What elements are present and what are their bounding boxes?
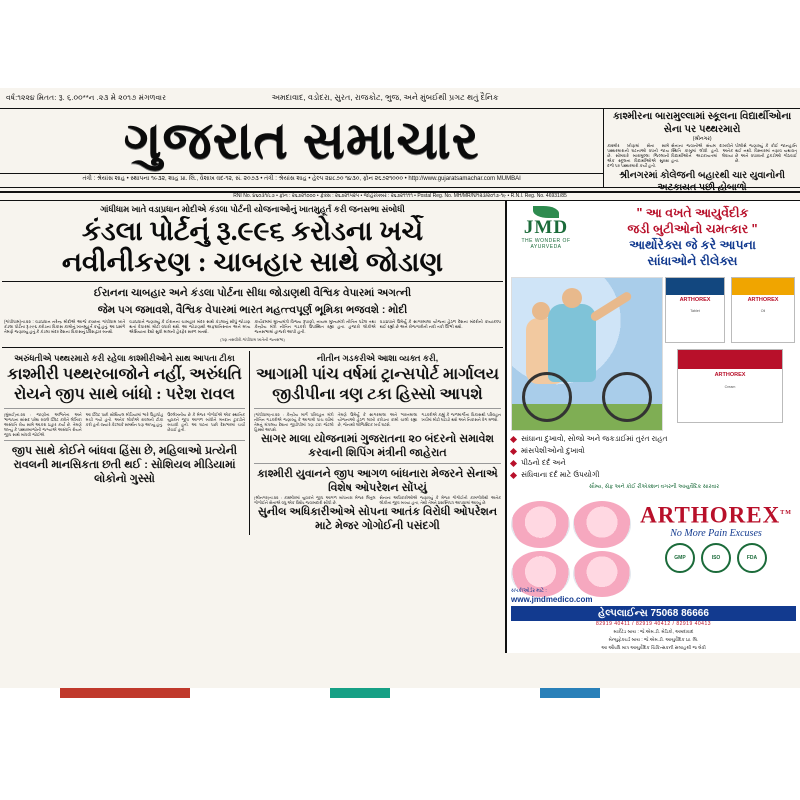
story-left-footer-headline: જીપ સાથે કોઈને બાંધવા હિંસા છે, મહિલાઓ પ્રત્યેની રાવલની માનસિકતા છતી થઈ : સોશિયલ મીડિયામાં લોકોનો ગુસ્સો <box>11 444 238 485</box>
product-cream-name: ARTHOREX <box>714 371 746 378</box>
product-oil-sub: Oil <box>760 308 766 313</box>
ad-benefits-list <box>511 433 797 491</box>
masthead-row <box>0 109 800 193</box>
top-right-headline-1: કાશ્મીરના બારામુલ્લામાં સ્કૂલના વિદ્યાર્થીઓના સેના પર પથ્થરમારો <box>612 111 792 135</box>
masthead-left <box>0 109 604 187</box>
jmd-logo <box>507 201 585 275</box>
color-registration-strip <box>0 688 800 698</box>
divider <box>4 440 245 441</box>
top-right-box <box>604 109 800 193</box>
lead-kicker: ગાંધીધામ ખાતે વડાપ્રધાન મોદીએ કંડલા પોર્ટની યોજનાઓનું ખાતમુહૂર્ત કરી જનસભા સંબોધી <box>100 204 405 214</box>
joint-image <box>511 501 570 548</box>
ad-brand-name-text: ARTHOREX <box>640 502 781 528</box>
lead-subhead-2: જેમ પગ જમાવશે, વૈશ્વિક વેપારમાં ભારત મહત્ત્વપૂર્ણ ભૂમિકા ભજવશે : મોદી <box>97 304 408 316</box>
photo-wheel-right <box>602 372 652 422</box>
secondary-stories <box>0 351 505 535</box>
lead-columns <box>0 319 505 335</box>
editions-line: અમદાવાદ, વડોદરા, સુરત, રાજકોટ, ભુજ, અને મુંબઈથી પ્રગટ થતું દૈનિક <box>271 93 499 102</box>
box-cap <box>732 278 794 295</box>
story-right-columns <box>254 412 501 432</box>
benefit-item: સાંધાના દુખાવો, સોજો અને જકડાઈમાં તુરંત રાહત <box>511 433 797 445</box>
story-left-kicker: અરુંધતીએ પથ્થરમારો કરી રહેલા કાશ્મીરીઓને સાથ આપતા ટીકા <box>14 352 235 363</box>
photo-man-arm <box>589 290 633 322</box>
story-right-col: તેમણે ઉમેર્યું કે સાગરમાલા અને ભારતમાલા યોજનાઓ હેઠળ લાખો કરોડના કામો ચાલી રહ્યા છે, જેનાથી લોજિસ્ટિક ખર્ચ ઘટશે. <box>337 411 418 427</box>
ad-helpline[interactable] <box>511 606 796 621</box>
story-right-headline: આગામી પાંચ વર્ષમાં ટ્રાન્સપોર્ટ માર્ગાલય જીડીપીના ત્રણ ટકા હિસ્સો આપશે <box>256 365 499 403</box>
top-right-col: કાશ્મીર ખીણમાં સેના સામે પથ્થરમારાની ઘટનાઓ વધતી જાય છે. સોમવારે બારામુલ્લા જિલ્લાની એક સ્કૂલના વિદ્યાર્થીઓએ સુરક્ષા દળો પર પથ્થરમારો કર્યો હતો. <box>607 143 670 168</box>
story-right-bottom-col: સેનાના અધિકારીઓએ જણાવ્યું કે મેજર ગોગોઈની કામગીરીથી અનેક લોકોના જીવ બચ્યા હતા, તેથી તેમને પ્રશસ્તિપત્ર આપવામાં આવ્યું છે. <box>379 494 501 505</box>
newspaper-sheet <box>0 88 800 688</box>
story-left <box>0 351 250 535</box>
masthead-title: ગુજરાત સમાચાર <box>123 113 480 170</box>
ad-product-boxes <box>665 277 797 429</box>
story-right-bottom-col: (શ્રીનગર)તા.૨૨ : કાશ્મીરમાં યુવકને જીપ આગળ બાંધનારા મેજર લિતુલ ગોગોઈને સેનાએ વધુ એક વિશેષ જવાબદારી સોંપી છે. <box>254 494 376 505</box>
benefit-item: પીઠનો દર્દ અને <box>511 457 797 469</box>
ad-helpline-number: 75068 86666 <box>650 608 709 619</box>
box-cap <box>666 278 724 295</box>
seal-gmp: GMP <box>665 543 695 573</box>
top-right-col: પોલીસે જણાવ્યું કે કોઈ જાનહાનિ થઈ નથી. વિસ્તારમાં તણાવ યથાવત્ છે અને વધારાની ટુકડીઓ ગોઠવાઈ છે. <box>735 143 797 163</box>
story-right-col: ગડકરીએ કહ્યું કે જળમાર્ગોના વિકાસથી પરિવહન ખર્ચમાં મોટો ઘટાડો થશે અને નિકાસને વેગ મળશે. <box>421 411 502 422</box>
product-tablet-box <box>665 277 725 343</box>
story-right-bottom-headline: કાશ્મીરી યુવાનને જીપ આગળ બાંધનારા મેજરને સેનાએ વિશેષ ઓપરેશન સોંપ્યું <box>257 467 498 494</box>
photo-man <box>548 304 596 382</box>
ad-brand-block <box>635 501 797 573</box>
story-left-col: ઉલ્લેખનીય છે કે મેજર ગોગોઈએ એક સ્થાનિક યુવકને જીપ આગળ બાંધીને મતદાન ટુકડીને બચાવી હતી. આ ઘટના પછી દેશભરમાં ચર્ચા છેડાઈ હતી. <box>167 411 246 432</box>
story-left-headline-2: રોયને જીપ સાથે બાંધો : પરેશ રાવલ <box>14 385 235 403</box>
ad-brand-slogan: No More Pain Excuses <box>670 527 762 539</box>
ad-footer <box>507 586 800 653</box>
lead-col: વડાપ્રધાને જણાવ્યું કે ઈરાનના ચાબહાર બંદર સાથે કંડલાનું સીધું જોડાણ થતાં વેપારમાં મોટો વધારો થશે. આ જોડાણથી અફઘાનિસ્તાન અને મધ્ય એશિયાના દેશો સુધી માલની હેરફેર સરળ બનશે. <box>129 319 251 335</box>
product-oil-name: ARTHOREX <box>747 297 779 304</box>
divider <box>4 408 245 409</box>
ad-headline <box>585 201 800 275</box>
story-left-col: આ ટ્વિટ પછી સોશિયલ મીડિયામાં ભારે ઉહાપોહ મચી ગયો હતો. અનેક લોકોએ રાવલની ટીકા કરી હતી જ્યારે કેટલાકે સમર્થન પણ આપ્યું હતું. <box>85 411 164 427</box>
lead-headline-line2: નવીનીકરણ : ચાબહાર સાથે જોડાણ <box>61 247 444 277</box>
ad-mfg-2: મેન્યુફેક્ચર્ડ બાય : જે.એમ.ડી. આયુર્વેદિક પ્રા. લિ. <box>608 637 699 642</box>
ad-headline-blue-2: સાંધાઓને રીલેક્સ <box>647 254 738 268</box>
divider <box>254 463 501 464</box>
page-body <box>0 201 800 653</box>
product-cream-sub: Cream <box>724 384 736 389</box>
product-cream-box <box>677 349 783 423</box>
divider <box>2 281 503 282</box>
ad-brand-tm: TM <box>780 510 792 516</box>
jmd-logo-text: JMD <box>523 217 569 238</box>
product-oil-box <box>731 277 795 343</box>
lead-col: કાર્યક્રમમાં મુખ્યમંત્રી વિજય રૂપાણી, નાયબ મુખ્યમંત્રી નીતિન પટેલ તથા કેન્દ્રીય મંત્રી નીતિન ગડકરી ઉપસ્થિત રહ્યા હતા. હજારો લોકોએ જનસભામાં હાજરી આપી હતી. <box>254 319 376 335</box>
ad-tagline: સૌમ્ય, સેફ અને કોઈ રીએક્શન વગરની આયુર્વેદિક સારવાર <box>588 484 720 490</box>
strip-swatch <box>330 688 390 698</box>
ad-contact-label: સંપર્ક/ઓર્ડર માટે : <box>511 588 547 594</box>
jmd-logo-sub2: AYURVEDA <box>530 244 562 250</box>
lead-subhead-1: ઈરાનના ચાબહાર અને કંડલા પોર્ટના સીધા જોડાણથી વૈશ્વિક વેપારમાં અગત્ની <box>93 287 412 299</box>
story-right-mid-headline: સાગર માલા યોજનામાં ગુજરાતના ૨૦ બંદરનો સમાવેશ કરવાની શિપિંગ મંત્રીની જાહેરાત <box>260 432 495 459</box>
divider <box>254 408 501 409</box>
top-right-headline-2: શ્રીનગરમાં કોલેજની બહારથી ચાર યુવાનોની અટકાયત પછી હોબાળો <box>619 170 785 193</box>
story-right-kicker: નીતીન ગડકરીએ આશા વ્યક્ત કરી, <box>316 352 439 363</box>
product-tablet-sub: Tablet <box>690 308 700 313</box>
seal-fda: FDA <box>737 543 767 573</box>
issue-line: વર્ષ:૧૨૨૪ મિતત: રૂ. ૬.૦૦**ન .૨૩ મે ૨૦૧૭ મંગળવાર <box>6 93 167 102</box>
story-left-headline-1: કાશ્મીરી પથ્થરબાજોને નહીં, અરુંધતિ <box>7 365 242 383</box>
lead-col: વડાપ્રધાને ઉમેર્યું કે સાગરમાલા યોજના હેઠળ દેશના બંદરોનો કાયાકલ્પ થઈ રહ્યો છે અને રોજગારીની નવી તકો ઊભી થશે. <box>379 319 501 330</box>
ad-headline-red-1: " આ વખતે આયુર્વેદીક <box>636 206 749 220</box>
registration-line: RNI No. ૪૬૦૩૧/૮૭ • ફોન : ૨૬૭૨૧૦૦૦ • ફેક્સ : ૨૬૭૨૧૫૨૫ • જાહેરખબર : ૨૬૭૨૧૧૧૧ • Postal Reg. No. MH/MR/N/૧૨૩/૨૦૧૭-૧૯ • R.N.I. Reg. No. 46931/85 <box>0 193 800 201</box>
photo-wheel-left <box>522 372 572 422</box>
product-tablet-name: ARTHOREX <box>679 297 711 304</box>
seal-iso: ISO <box>701 543 731 573</box>
ad-helpline-label: હેલ્પલાઈન્સ <box>598 608 648 619</box>
ad-header <box>507 201 800 275</box>
ad-couple-photo <box>511 277 663 431</box>
arthorex-advertisement <box>506 201 800 653</box>
story-right <box>250 351 505 535</box>
ad-certification-seals <box>635 543 797 573</box>
ad-headline-red-2: જડી બુટીઓનો ચમત્કાર " <box>627 222 758 236</box>
top-right-col: સેનાના જવાનોએ સંયમ દાખવીને સ્થિતિ કાબુમાં લીધી હતી. અનેક વિદ્યાર્થીઓને અટકાયતમાં લેવાયા હતા. <box>671 143 734 163</box>
masthead-subline: તંત્રી : શ્રેયાંસ શાહ • સ્થાપના ૧૯૩૨, શાહ પ્રા. લિ., વૈશાખ વદ-૧૨, સં. ૨૦૭૩ • તંત્રી : શ્રેયાંસ શાહ • હેલ્પ ૨૪૮૭૦ ૧૪૩૦, ફોન ૨૬૭૨૧૦૦૦ • http://www.gujaratsamachar.com MUMBAI <box>0 173 603 183</box>
story-left-col: (મુંબઈ)તા.૨૨ : જાણીતા અભિનેતા અને ભાજપના સાંસદ પરેશ રાવલે ટ્વિટ કરીને લેખિકા અરુંધતિ રોય સામે આકરા પ્રહાર કર્યા છે. તેમણે લખ્યું કે પથ્થરબાજોની જગ્યાએ અરુંધતિ રોયને જીપ સાથે બાંધવી જોઈએ. <box>4 411 82 437</box>
ad-headline-blue-1: આર્થોરેક્સ જે કરે આપના <box>629 238 756 252</box>
benefit-item: સંધિવાના દર્દ માટે ઉપયોગી <box>511 469 797 481</box>
jmd-logo-sub: THE WONDER OF <box>521 238 571 244</box>
strip-swatch <box>540 688 600 698</box>
top-right-dateline: (શ્રીનગર) <box>692 136 712 142</box>
editorial-column <box>0 201 506 653</box>
strip-swatch <box>60 688 190 698</box>
photo-man-head <box>562 288 582 308</box>
story-right-bottom-columns <box>254 495 501 505</box>
story-right-col: (ગાંધીધામ)તા.૨૨ : કેન્દ્રીય માર્ગ પરિવહન મંત્રી નીતિન ગડકરીએ જણાવ્યું કે આગામી પાંચ વર્ષમાં તેમનું મંત્રાલય દેશના જીડીપીમાં ત્રણ ટકા જેટલો હિસ્સો આપશે. <box>254 411 334 432</box>
advertisement-column <box>506 201 800 653</box>
lead-col: (ગાંધીધામ)તા.૨૨ : વડાપ્રધાન નરેન્દ્ર મોદીએ આજે કચ્છના ગાંધીધામ ખાતે કંડલા પોર્ટના રૂ.૯૯૬ કરોડના વિકાસ કામોનું ખાતમુહૂર્ત કર્યું હતું. આ પ્રસંગે તેમણે જણાવ્યું હતું કે કંડલા બંદર દેશના વિકાસનું પ્રવેશદ્વાર બનશે. <box>4 319 126 335</box>
lead-headline-line1: કંડલા પોર્ટનું રૂ.૯૯૬ કરોડના ખર્ચે <box>81 216 424 246</box>
ad-mfg-3: આ ઔષધિ માત્ર આયુર્વેદિક ચિકિત્સકની સલાહથી જ લેવી <box>601 645 706 650</box>
joint-image <box>573 501 632 548</box>
ad-brand-name <box>635 501 797 528</box>
story-left-columns <box>4 412 245 437</box>
issue-strip <box>0 88 800 109</box>
top-right-columns <box>607 143 797 168</box>
benefit-item: માંસપેશીઓનો દુખાવો <box>511 445 797 457</box>
box-cap <box>678 350 782 369</box>
lead-caption: (ત્રણ તસવીરો-ગાંધીધામ ખાતેની જનસભા) <box>220 336 285 342</box>
story-right-footer-headline: સુનીલ અધિકારીઓએ સોપના આતંક વિરોધી ઓપરેશન માટે મેજર ગોગોઈની પસંદગી <box>257 505 498 532</box>
ad-website[interactable]: www.jmdmedico.com <box>511 595 593 604</box>
divider <box>2 347 503 348</box>
ad-joint-images <box>511 501 631 597</box>
ad-mfg-1: માર્કેટેડ બાય : જે.એમ.ડી. મેડિકો, અમદાવાદ <box>613 629 694 634</box>
ad-helpline-sub: 82919 40411 / 82919 40412 / 82919 40413 <box>595 621 712 627</box>
